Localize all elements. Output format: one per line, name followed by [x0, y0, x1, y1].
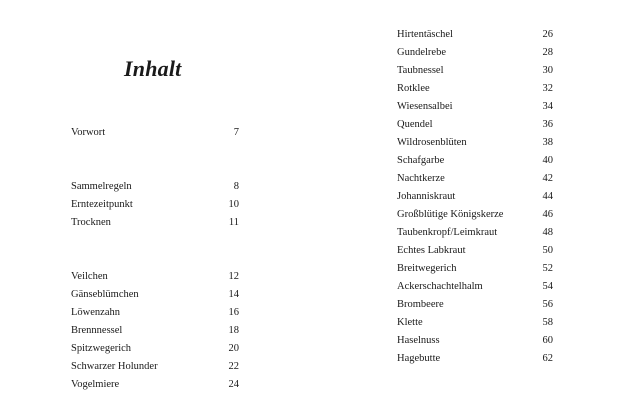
toc-entry-page-number: 40 [542, 155, 553, 166]
toc-entry-page-number: 50 [542, 245, 553, 256]
toc-entry [71, 304, 239, 322]
toc-entry-page-number: 30 [542, 65, 553, 76]
toc-entry-label: Brombeere [397, 299, 444, 310]
toc-entry [71, 358, 239, 376]
toc-entry [71, 376, 239, 394]
toc-entry-label: Wiesensalbei [397, 101, 453, 112]
toc-entry-page-number: 8 [233, 181, 239, 192]
toc-entry-label: Echtes Labkraut [397, 245, 466, 256]
toc-entry [71, 268, 239, 286]
toc-entry-label: Hirtentäschel [397, 29, 453, 40]
toc-entry-label: Taubnessel [397, 65, 444, 76]
toc-entry-page-number: 24 [228, 379, 239, 390]
toc-entry-label: Rotklee [397, 83, 430, 94]
toc-entry-page-number: 56 [542, 299, 553, 310]
toc-entry-page-number: 34 [542, 101, 553, 112]
toc-entry-label: Nachtkerze [397, 173, 445, 184]
toc-entry-label: Johanniskraut [397, 191, 456, 202]
toc-entry [397, 116, 553, 134]
toc-group-spacer [71, 250, 239, 268]
toc-entry-label: Veilchen [71, 271, 108, 282]
toc-entry [71, 340, 239, 358]
toc-entry-page-number: 28 [542, 47, 553, 58]
toc-entry [71, 286, 239, 304]
toc-entry-label: Brennnessel [71, 325, 123, 336]
toc-right-column [397, 26, 553, 368]
toc-entry-label: Sammelregeln [71, 181, 132, 192]
toc-group-spacer [71, 232, 239, 250]
toc-entry-page-number: 7 [233, 127, 239, 138]
toc-entry-page-number: 46 [542, 209, 553, 220]
toc-entry-page-number: 54 [542, 281, 553, 292]
toc-entry-page-number: 62 [542, 353, 553, 364]
toc-entry [397, 44, 553, 62]
toc-entry-label: Ackerschachtelhalm [397, 281, 483, 292]
toc-entry-label: Vorwort [71, 127, 106, 138]
toc-entry-label: Trocknen [71, 217, 111, 228]
toc-entry-page-number: 11 [228, 217, 239, 228]
toc-entry [71, 196, 239, 214]
toc-entry-page-number: 22 [228, 361, 239, 372]
toc-entry-page-number: 60 [542, 335, 553, 346]
toc-entry-label: Klette [397, 317, 423, 328]
toc-entry-label: Gänseblümchen [71, 289, 139, 300]
toc-entry [397, 350, 553, 368]
toc-entry [397, 206, 553, 224]
toc-entry [397, 62, 553, 80]
toc-entry-page-number: 42 [542, 173, 553, 184]
toc-entry-label: Taubenkropf/Leimkraut [397, 227, 498, 238]
toc-entry [397, 242, 553, 260]
toc-entry [397, 278, 553, 296]
toc-entry-label: Spitzwegerich [71, 343, 132, 354]
toc-entry [71, 214, 239, 232]
toc-entry-label: Vogelmiere [71, 379, 120, 390]
toc-entry-page-number: 14 [228, 289, 239, 300]
toc-entry [397, 170, 553, 188]
toc-entry-page-number: 36 [542, 119, 553, 130]
toc-entry-page-number: 20 [228, 343, 239, 354]
toc-entry-label: Löwenzahn [71, 307, 120, 318]
toc-entry-page-number: 48 [542, 227, 553, 238]
toc-entry-label: Erntezeitpunkt [71, 199, 133, 210]
toc-entry-page-number: 12 [228, 271, 239, 282]
toc-entry-page-number: 10 [228, 199, 239, 210]
toc-entry [397, 224, 553, 242]
toc-entry-label: Schafgarbe [397, 155, 445, 166]
toc-entry-label: Breitwegerich [397, 263, 457, 274]
toc-entry-label: Schwarzer Holunder [71, 361, 158, 372]
toc-entry-page-number: 58 [542, 317, 553, 328]
toc-left-column [71, 124, 239, 394]
toc-entry [397, 314, 553, 332]
toc-entry-page-number: 32 [542, 83, 553, 94]
toc-entry-page-number: 16 [228, 307, 239, 318]
toc-entry [397, 152, 553, 170]
toc-entry [397, 80, 553, 98]
toc-entry-label: Großblütige Königskerze [397, 209, 504, 220]
toc-group-spacer [71, 160, 239, 178]
toc-entry [397, 260, 553, 278]
toc-entry [397, 26, 553, 44]
toc-entry [71, 322, 239, 340]
toc-entry-page-number: 52 [542, 263, 553, 274]
toc-entry [71, 178, 239, 196]
toc-entry-label: Hagebutte [397, 353, 441, 364]
toc-group-spacer [71, 142, 239, 160]
toc-entry-label: Haselnuss [397, 335, 440, 346]
toc-entry-page-number: 38 [542, 137, 553, 148]
toc-entry-page-number: 26 [542, 29, 553, 40]
toc-entry-label: Quendel [397, 119, 433, 130]
page-title: Inhalt [124, 56, 182, 81]
toc-entry [397, 98, 553, 116]
toc-entry-page-number: 44 [542, 191, 553, 202]
toc-entry [397, 134, 553, 152]
toc-entry-label: Wildrosenblüten [397, 137, 467, 148]
toc-entry [397, 296, 553, 314]
toc-entry-page-number: 18 [228, 325, 239, 336]
toc-entry [71, 124, 239, 142]
toc-entry [397, 332, 553, 350]
toc-entry [397, 188, 553, 206]
toc-entry-label: Gundelrebe [397, 47, 446, 58]
